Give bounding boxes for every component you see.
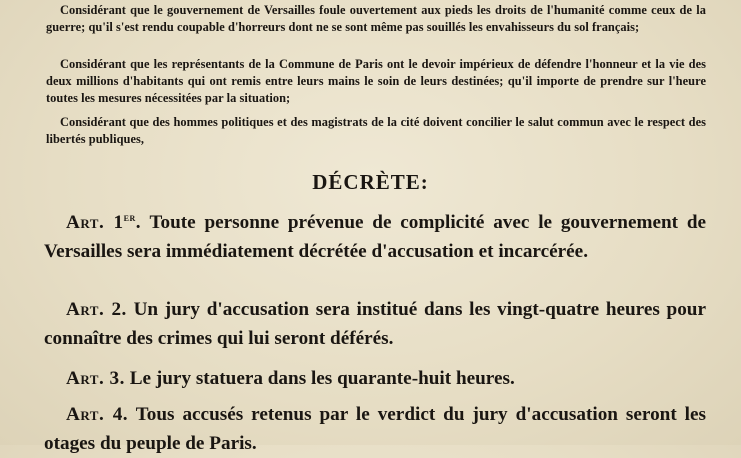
article-text: Toute personne prévenue de complicité avec le gouvernement de Versailles sera immédiatement décrétée d'accusation et incarcérée. — [44, 212, 707, 262]
considerant-2 — [46, 56, 706, 107]
article-label: Art. 4. — [66, 404, 129, 425]
article-1 — [44, 203, 706, 266]
considerant-text: Considérant que le gouvernement de Versailles foule ouvertement aux pieds les droits de l'humanité comme ceux de la guerre; qu'il s'est rendu coupable d'horreurs dont ne se sont même pas souillés les envahisseurs du sol français; — [46, 3, 706, 34]
article-text: Tous accusés retenus par le verdict du jury d'accusation seront les otages du peuple de Paris. — [44, 404, 706, 454]
article-4 — [44, 400, 706, 458]
article-label: Art. 2. — [66, 299, 127, 320]
considerant-text: Considérant que les représentants de la Commune de Paris ont le devoir impérieux de défendre l'honneur et la vie des deux millions d'habitants qui ont remis entre leurs mains le soin de leurs destinées; qu'il importe de prendre sur l'heure toutes les mesures nécessitées par la situation; — [46, 57, 706, 105]
article-text: Un jury d'accusation sera institué dans les vingt-quatre heures pour connaître des crimes qui lui seront déférés. — [44, 299, 706, 349]
article-3 — [44, 364, 706, 393]
article-2 — [44, 295, 706, 353]
article-superscript: er — [123, 210, 136, 224]
article-label: Art. 3. — [66, 368, 125, 389]
considerant-text: Considérant que des hommes politiques et des magistrats de la cité doivent concilier le salut commun avec le respect des libertés publiques, — [46, 115, 706, 146]
considerant-1 — [46, 2, 706, 36]
article-text: Le jury statuera dans les quarante-huit heures. — [129, 368, 515, 389]
article-label: Art. 1er. — [66, 210, 142, 233]
considerant-3 — [46, 114, 706, 148]
decree-title: DÉCRÈTE: — [312, 170, 429, 194]
